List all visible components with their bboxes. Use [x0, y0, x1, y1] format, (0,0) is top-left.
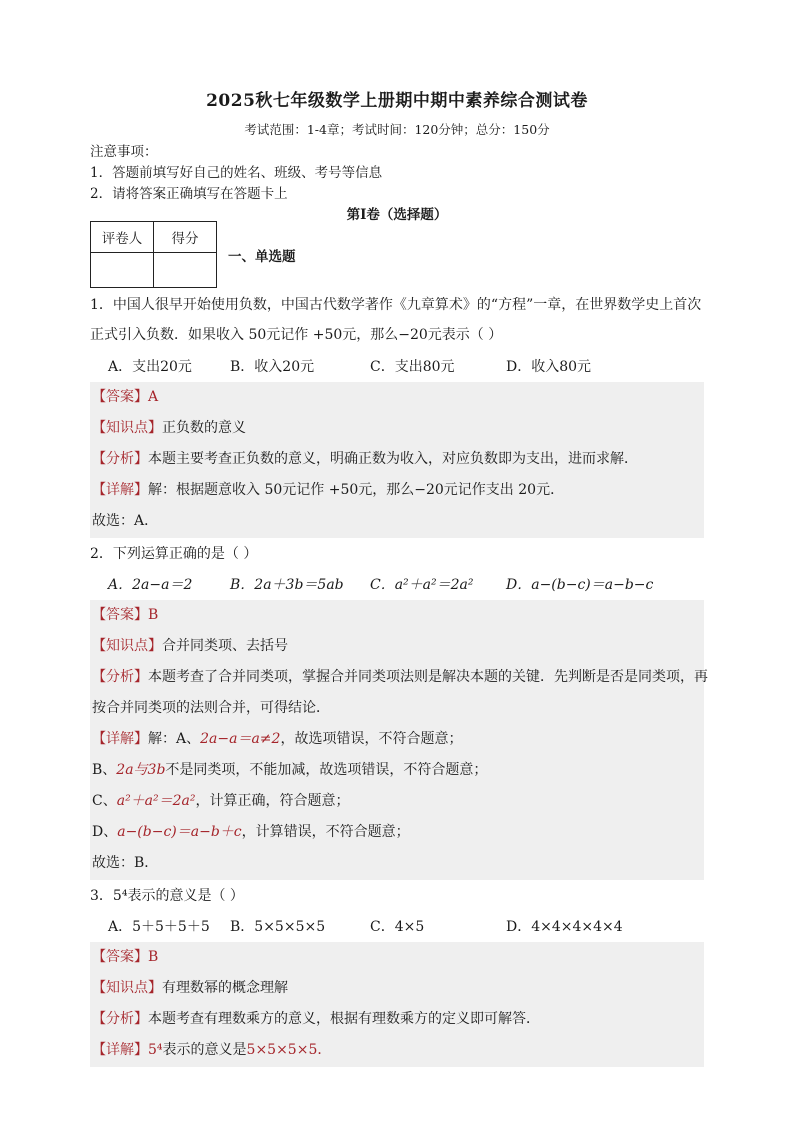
analysis-tag: 【分析】 — [92, 669, 148, 685]
detail-math: a−(b−c)＝a−b＋c — [117, 824, 242, 840]
option-a: A．5＋5＋5＋5 — [108, 919, 210, 935]
score-table-score-cell — [154, 253, 217, 288]
point-line — [92, 631, 288, 661]
question-3-stem: 3．5⁴表示的意义是（ ） — [90, 888, 244, 904]
question-1-stem-line2: 正式引入负数．如果收入 50元记作 +50元，那么−20元表示（ ） — [90, 327, 503, 343]
note-item-1: 1．答题前填写好自己的姓名、班级、考号等信息 — [90, 165, 383, 181]
exam-title: 2025秋七年级数学上册期中期中素养综合测试卷 — [206, 91, 588, 111]
conclusion-line: 故选：A． — [92, 513, 159, 529]
detail-math: 2a−a＝a≠2 — [200, 731, 281, 747]
exam-subtitle: 考试范围：1-4章；考试时间：120分钟；总分：150分 — [244, 122, 550, 137]
option-a: A．支出20元 — [108, 359, 192, 375]
question-3-answer-block — [90, 942, 704, 1067]
point-line — [92, 413, 246, 443]
option-d: D．4×4×4×4×4 — [506, 919, 623, 935]
detail-line-d: D、a−(b−c)＝a−b＋c，计算错误，不符合题意； — [92, 824, 410, 840]
score-table — [90, 221, 217, 288]
score-table-score-header: 得分 — [154, 222, 217, 253]
answer-value: B — [148, 607, 159, 623]
point-value: 合并同类项、去括号 — [162, 638, 288, 654]
question-1-options — [90, 352, 704, 380]
detail-math: 2a与3b — [116, 762, 166, 778]
question-3-options — [90, 912, 704, 940]
detail-result: 5×5×5×5． — [246, 1042, 332, 1058]
option-d: D．收入80元 — [506, 359, 592, 375]
detail-value: 解：根据题意收入 50元记作 +50元，那么−20元记作支出 20元． — [148, 482, 565, 498]
section-title: 一、单选题 — [228, 249, 296, 265]
detail-line-b: B、2a与3b不是同类项，不能加减，故选项错误，不符合题意； — [92, 762, 488, 778]
answer-value: A — [148, 389, 159, 405]
analysis-value: 本题考查了合并同类项，掌握合并同类项法则是解决本题的关键．先判断是否是同类项，再 — [148, 669, 708, 685]
option-c: C．4×5 — [370, 919, 425, 935]
detail-line-c: C、a²＋a²＝2a²，计算正确，符合题意； — [92, 793, 350, 809]
option-b: B．收入20元 — [230, 359, 315, 375]
detail-math: a²＋a²＝2a² — [116, 793, 196, 809]
option-d: D．a−(b−c)＝a−b−c — [506, 577, 654, 593]
analysis-line-2: 按合并同类项的法则合并，可得结论． — [92, 700, 330, 716]
question-2-answer-block — [90, 600, 708, 880]
analysis-tag: 【分析】 — [92, 1011, 148, 1027]
stem-math: 5⁴ — [112, 888, 128, 904]
option-b: B．5×5×5×5 — [230, 919, 326, 935]
question-2-options — [90, 570, 704, 598]
note-item-2: 2．请将答案正确填写在答题卡上 — [90, 186, 288, 202]
analysis-value: 本题主要考查正负数的意义，明确正数为收入，对应负数即为支出，进而求解． — [148, 451, 638, 467]
score-table-grader-header: 评卷人 — [91, 222, 154, 253]
answer-tag: 【答案】 — [92, 607, 148, 623]
detail-tag: 【详解】 — [92, 731, 148, 747]
answer-line — [92, 600, 158, 630]
notes-heading: 注意事项： — [90, 144, 158, 160]
point-tag: 【知识点】 — [92, 980, 162, 996]
detail-line: 【详解】5⁴表示的意义是5×5×5×5． — [92, 1042, 332, 1058]
conclusion-line: 故选：B． — [92, 855, 159, 871]
volume-title: 第I卷（选择题） — [346, 207, 448, 223]
option-b: B．2a＋3b＝5ab — [230, 577, 344, 593]
question-2-stem: 2．下列运算正确的是（ ） — [90, 546, 258, 562]
answer-line — [92, 942, 158, 972]
point-value: 正负数的意义 — [162, 420, 246, 436]
analysis-value: 本题考查有理数乘方的意义，根据有理数乘方的定义即可解答． — [148, 1011, 540, 1027]
answer-tag: 【答案】 — [92, 949, 148, 965]
detail-tag: 【详解】 — [92, 1042, 148, 1058]
point-line — [92, 973, 288, 1003]
analysis-line-1 — [92, 662, 708, 692]
detail-line — [92, 475, 564, 505]
option-c: C．a²＋a²＝2a² — [370, 577, 474, 593]
question-1-stem-line1: 1．中国人很早开始使用负数，中国古代数学著作《九章算术》的“方程”一章，在世界数学史上首次 — [90, 297, 702, 313]
detail-tag: 【详解】 — [92, 482, 148, 498]
detail-math: 5⁴ — [148, 1042, 163, 1058]
point-tag: 【知识点】 — [92, 420, 162, 436]
analysis-tag: 【分析】 — [92, 451, 148, 467]
answer-value: B — [148, 949, 159, 965]
option-a: A．2a−a＝2 — [108, 577, 193, 593]
answer-tag: 【答案】 — [92, 389, 148, 405]
detail-line-a: 【详解】解：A、2a−a＝a≠2，故选项错误，不符合题意； — [92, 731, 463, 747]
answer-line — [92, 382, 158, 412]
question-1-answer-block — [90, 382, 704, 538]
point-value: 有理数幂的概念理解 — [162, 980, 288, 996]
analysis-line — [92, 444, 638, 474]
option-c: C．支出80元 — [370, 359, 455, 375]
point-tag: 【知识点】 — [92, 638, 162, 654]
analysis-line — [92, 1004, 540, 1034]
score-table-grader-cell — [91, 253, 154, 288]
